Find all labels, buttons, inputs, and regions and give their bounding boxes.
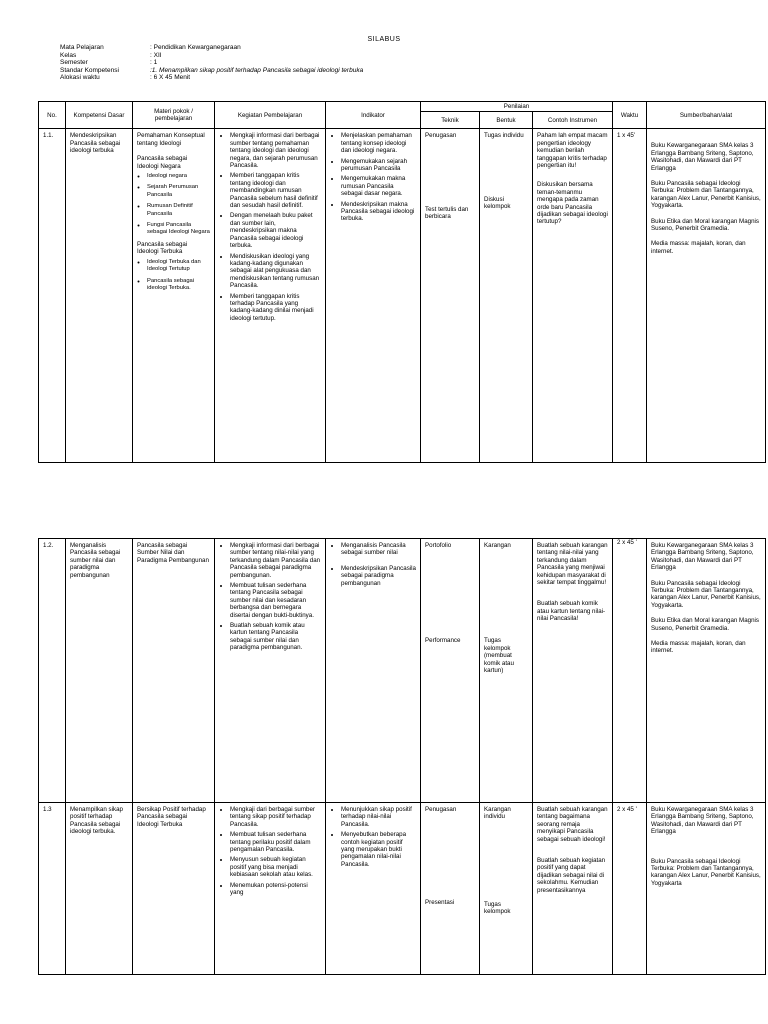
header-row-mapel (60, 44, 363, 52)
cell-kd: Menganalisis Pancasila sebagai sumber nilai dan paradigma pembangunan (66, 539, 133, 803)
header-value: : XII (150, 51, 162, 59)
list-item: • Membuat tulisan sederhana tentang perilaku positif dalam pengamalan Pancasila. (230, 831, 321, 853)
cell-waktu: 1 x 45' (613, 129, 647, 463)
header-value: : 6 X 45 Menit (150, 74, 191, 82)
list-item: ◦ Rumusan Definitif Pancasila (147, 203, 210, 218)
col-header-materi: Materi pokok / pembelajaran (133, 102, 215, 129)
bentuk-item: Tugas individu (484, 132, 524, 140)
list-item: • Buatlah sebuah komik atau kartun tentang Pancasila sebagai sumber nilai dan paradigma pembangunan. (230, 622, 321, 652)
list-item: • Mengemukakan sejarah perumusan Pancasila (341, 158, 416, 173)
cell-kegiatan (215, 129, 326, 463)
cell-no: 1.3 (39, 803, 66, 975)
cell-indikator (326, 539, 421, 803)
col-header-sumber: Sumber/bahan/alat (647, 102, 766, 129)
contoh-item: Paham lah empat macam pengertian ideology kemudian berilah tanggapan kritis terhadap pengertian itu! (537, 132, 608, 170)
sumber-item: Buku Kewarganegaraan SMA kelas 3 Erlangga Bambang Sriteng, Saptono, Wasitohadi, dan Mawardi dari PT Erlangga (651, 142, 754, 172)
list-item: • Mengkaji informasi dari berbagai sumber tentang pemahaman tentang ideologi dan ideologi negara, dan sejarah perumusan Pancasila. (230, 132, 321, 169)
list-item: • Membuat tulisan sederhana tentang Pancasila sebagai sumber nilai dan kesadaran berbangsa dan bernegara disertai dengan bukti-buktinya. (230, 582, 321, 619)
header-fields (60, 44, 363, 82)
sumber-item: Buku Kewarganegaraan SMA kelas 3 Erlangga Bambang Sriteng, Saptono, Wasitohadi, dan Mawardi dari PT Erlangga (651, 542, 754, 572)
teknik-item: Portofolio (425, 542, 452, 549)
cell-contoh (533, 539, 613, 803)
cell-no: 1.1. (39, 129, 66, 463)
cell-materi: Pancasila sebagai Sumber Nilai dan Paradigma Pembangunan (133, 539, 215, 803)
table-row (39, 803, 766, 975)
cell-contoh (533, 129, 613, 463)
list-item: ◦ Ideologi negara (147, 173, 210, 180)
list-item: • Mengkaji informasi dari berbagai sumber tentang nilai-nilai yang terkandung dalam Pancasila dan Pancasila sebagai paradigma pembangunan. (230, 542, 321, 579)
syllabus-table-1 (38, 101, 766, 463)
list-item: ◦ Ideologi Terbuka dan Ideologi Tertutup (147, 259, 210, 274)
list-item: • Menunjukkan sikap positif terhadap nilai-nilai Pancasila. (341, 806, 416, 828)
materi-list (137, 259, 210, 293)
list-item: • Menemukan potensi-potensi yang (230, 882, 321, 897)
header-value: : 1 (150, 59, 158, 67)
list-item: • Menyusun sebuah kegiatan positif yang bisa menjadi kebiasaan sekolah atau kelas. (230, 856, 321, 878)
cell-kegiatan (215, 539, 326, 803)
list-item: • Menyebutkan beberapa contoh kegiatan positif yang merupakan bukti pengamalan nilai-nilai Pancasila. (341, 831, 416, 868)
header-row-semester (60, 59, 363, 67)
col-header-waktu: Waktu (613, 102, 647, 129)
sumber-item: Media massa: majalah, koran, dan internet. (651, 240, 746, 255)
sumber-item: Buku Pancasila sebagai Ideologi Terbuka: Problem dan Tantangannya, karangan Alex Lanur, Penerbit Kanisius, Yogyakarta (651, 857, 761, 887)
cell-no: 1.2. (39, 539, 66, 803)
cell-teknik (421, 803, 480, 975)
list-item: ◦ Pancasila sebagai ideologi Terbuka. (147, 278, 210, 293)
cell-teknik (421, 129, 480, 463)
list-item: ◦ Fungsi Pancasila sebagai Ideologi Negara (147, 222, 210, 237)
materi-subheading: Pancasila sebagai Ideologi Negara (137, 155, 188, 170)
cell-materi (133, 129, 215, 463)
teknik-item: Presentasi (425, 899, 455, 907)
header-label: Kelas (60, 51, 77, 59)
contoh-item: Buatlah sebuah karangan tentang nilai-nilai yang terkandung dalam Pancasila yang menjiwai kehidupan masyarakat di sekitar tempat tinggalmu! (537, 542, 608, 587)
cell-bentuk (480, 539, 533, 803)
table-row (39, 539, 766, 803)
header-row-alokasi (60, 74, 363, 82)
list-item: • Memberi tanggapan kritis tentang ideologi dan membandingkan rumusan Pancasila sebelum hasil definitif dan sesudah hasil definitif. (230, 172, 321, 209)
kegiatan-list (219, 542, 321, 652)
list-item: • Mendiskusikan ideologi yang kadang-kadang digunakan sebagai alat pengukuasa dan mendiskusikan tentang rumusan Pancasila. (230, 253, 321, 290)
list-item: • Menganalisis Pancasila sebagai sumber nilai (341, 542, 416, 557)
header-label: Mata Pelajaran (60, 44, 104, 51)
header-label: Alokasi waktu (60, 74, 100, 82)
sumber-item: Buku Etika dan Moral karangan Magnis Suseno, Penerbit Gramedia. (651, 217, 759, 233)
bentuk-item: Tugas kelompok (484, 900, 511, 916)
teknik-item: Penugasan (425, 806, 457, 813)
document-title: SILABUS (367, 36, 401, 43)
list-item: • Mengkaji dari berbagai sumber tentang sikap positif terhadap Pancasila. (230, 806, 321, 828)
list-item: • Dengan menelaah buku paket dan sumber lain, mendeskripsikan makna Pancasila sebagai ideologi terbuka. (230, 212, 321, 249)
syllabus-table-2 (38, 538, 766, 975)
bentuk-item: Diskusi kelompok (484, 195, 511, 211)
col-header-bentuk: Bentuk (480, 112, 533, 129)
sumber-item: Buku Kewarganegaraan SMA kelas 3 Erlangga Bambang Sriteng, Saptono, Wasitohadi, dan Mawardi dari PT Erlangga (651, 806, 754, 836)
indikator-list (330, 542, 416, 587)
col-header-indikator: Indikator (326, 102, 421, 129)
sumber-item: Buku Pancasila sebagai Ideologi Terbuka: Problem dan Tantangannya, karangan Alex Lanur, Penerbit Kanisius, Yogyakarta. (651, 579, 761, 609)
contoh-item: Buatlah sebuah kegiatan positif yang dapat dijadikan sebagai nilai di sekolahmu. Kemudian presentasikannya (537, 857, 606, 894)
cell-waktu: 2 x 45 ' (613, 539, 647, 803)
sumber-item: Buku Pancasila sebagai Ideologi Terbuka: Problem dan Tantangannya, karangan Alex Lanur, Penerbit Kanisius, Yogyakarta. (651, 180, 761, 210)
contoh-item: Buatlah sebuah karangan tentang bagaimana seorang remaja menyikapi Pancasila sebagai sebuah ideologi! (537, 806, 608, 843)
cell-teknik (421, 539, 480, 803)
sumber-item: Media massa: majalah, koran, dan internet. (651, 640, 746, 655)
list-item: • Menjelaskan pemahaman tentang konsep ideologi dan ideologi negara. (341, 132, 416, 154)
cell-contoh (533, 803, 613, 975)
list-item: • Mengemukakan makna rumusan Pancasila sebagai dasar negara. (341, 175, 416, 197)
cell-kegiatan (215, 803, 326, 975)
teknik-item: Penugasan (425, 132, 457, 140)
cell-bentuk (480, 129, 533, 463)
list-item: • Memberi tanggapan kritis terhadap Pancasila yang kadang-kadang dinilai menjadi ideologi tertutup. (230, 293, 321, 323)
kegiatan-list (219, 132, 321, 322)
cell-bentuk (480, 803, 533, 975)
cell-kd: Menampilkan sikap positif terhadap Pancasila sebagai ideologi terbuka. (66, 803, 133, 975)
cell-sumber (647, 803, 766, 975)
materi-list (137, 173, 210, 237)
header-value: : Pendidikan Kewarganegaraan (150, 44, 241, 51)
col-header-kd: Kompetensi Dasar (66, 102, 133, 129)
indikator-list (330, 806, 416, 868)
header-label: Standar Kompetensi (60, 66, 119, 74)
kegiatan-list (219, 806, 321, 896)
cell-sumber (647, 129, 766, 463)
cell-waktu: 2 x 45 ' (613, 803, 647, 975)
cell-materi: Bersikap Positif terhadap Pancasila sebagai Ideologi Terbuka (133, 803, 215, 975)
table-row (39, 129, 766, 463)
sumber-item: Buku Etika dan Moral karangan Magnis Suseno, Penerbit Gramedia. (651, 617, 759, 632)
col-header-kegiatan: Kegiatan Pembelajaran (215, 102, 326, 129)
list-item: • Mendeskripsikan makna Pancasila sebagai ideologi terbuka. (341, 201, 416, 223)
header-value: :1. Menampilkan sikap positif terhadap Pancasila sebagai ideologi terbuka (150, 66, 364, 74)
cell-indikator (326, 129, 421, 463)
bentuk-item: Karangan individu (484, 806, 511, 821)
col-header-teknik: Teknik (421, 112, 480, 129)
teknik-item: Test tertulis dan berbicara (425, 205, 469, 221)
materi-subheading: Pancasila sebagai Ideologi Terbuka (137, 240, 188, 256)
cell-kd: Mendeskripsikan Pancasila sebagai ideologi terbuka (66, 129, 133, 463)
cell-sumber (647, 539, 766, 803)
contoh-item: Diskusikan bersama teman-temanmu mengapa pada zaman orde baru Pancasila dijadikan sebagai ideologi tertutup? (537, 181, 608, 226)
teknik-item: Performance (425, 637, 461, 645)
cell-indikator (326, 803, 421, 975)
materi-intro: Pemahaman Konseptual tentang Ideologi (137, 132, 205, 147)
header-row-sk (60, 67, 363, 75)
header-label: Semester (60, 59, 88, 67)
col-header-contoh: Contoh Instrumen (533, 112, 613, 129)
col-header-penilaian: Penilaian (421, 102, 613, 112)
header-row-kelas (60, 52, 363, 60)
list-item: • Mendeskripsikan Pancasila sebagai paradigma pembangunan (341, 565, 416, 587)
list-item: ◦ Sejarah Perumusan Pancasila (147, 184, 210, 199)
indikator-list (330, 132, 416, 222)
bentuk-item: Karangan (484, 542, 511, 549)
contoh-item: Buatlah sebuah komik atau kartun tentang nilai-nilai Pancasila! (537, 600, 606, 623)
col-header-no: No. (39, 102, 66, 129)
bentuk-item: Tugas kelompok (membuat komik atau kartun) (484, 637, 514, 675)
